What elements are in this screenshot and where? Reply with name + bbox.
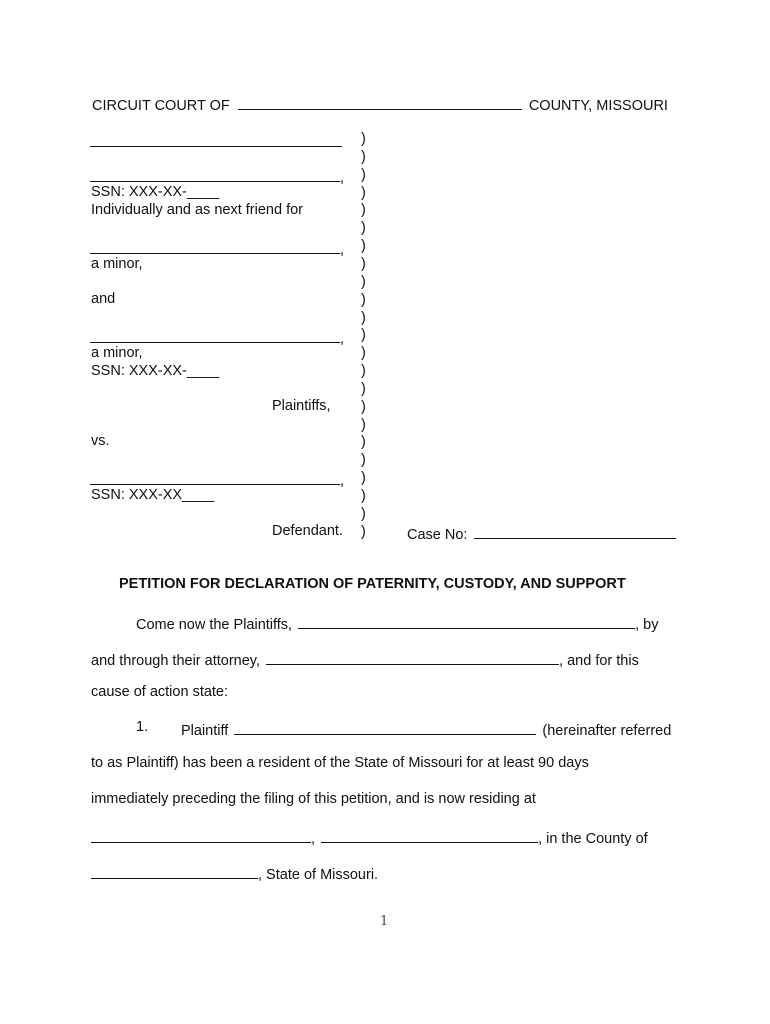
caption-paren: ) — [361, 452, 366, 469]
caption-paren: ) — [361, 166, 366, 183]
caption-paren: ) — [361, 470, 366, 487]
court-suffix: COUNTY, MISSOURI — [528, 98, 668, 114]
text: , in the County of — [538, 831, 648, 847]
minor-label-1: a minor, — [91, 256, 143, 272]
court-prefix: CIRCUIT COURT OF — [92, 98, 230, 114]
comma: , — [340, 170, 345, 186]
text: and through their attorney, — [91, 653, 261, 669]
text: , by — [635, 617, 659, 633]
caption-paren: ) — [361, 505, 366, 522]
comma: , — [340, 331, 345, 347]
defendant-label: Defendant. — [272, 523, 343, 539]
ssn-line-2: SSN: XXX-XX-____ — [91, 363, 220, 379]
defendant-name-line[interactable] — [90, 470, 344, 489]
and-text: and — [91, 291, 116, 307]
county-blank[interactable] — [91, 864, 258, 879]
caption-paren: ) — [361, 131, 366, 147]
caption-paren: ) — [361, 148, 366, 165]
caption-paren: ) — [361, 416, 366, 433]
caption-paren: ) — [361, 523, 366, 540]
text: , and for this — [559, 653, 639, 669]
caption-paren: ) — [361, 327, 366, 344]
comma: , — [340, 473, 345, 489]
plaintiff-name-blank-1[interactable] — [90, 132, 342, 151]
paragraph-number-1: 1. — [136, 719, 149, 735]
caption-paren: ) — [361, 273, 366, 290]
caption-paren: ) — [361, 363, 366, 380]
case-no-blank[interactable] — [474, 524, 676, 539]
attorney-name-blank[interactable] — [266, 650, 559, 665]
text: (hereinafter referred — [542, 723, 672, 739]
page-number: 1 — [380, 914, 389, 929]
caption-paren: ) — [361, 488, 366, 504]
body-line-6: immediately preceding the filing of this petition, and is now residing at — [91, 791, 536, 807]
county-name-blank[interactable] — [238, 95, 522, 110]
caption-paren: ) — [361, 202, 366, 219]
caption-paren: ) — [361, 238, 366, 255]
address-city-blank[interactable] — [321, 828, 538, 843]
caption-paren: ) — [361, 220, 366, 237]
text: Plaintiff — [181, 723, 229, 739]
body-line-7 — [91, 828, 648, 847]
text: , State of Missouri. — [258, 867, 379, 883]
text: Come now the Plaintiffs, — [136, 617, 293, 633]
plaintiff-name-blank[interactable] — [234, 720, 536, 735]
body-line-5: to as Plaintiff) has been a resident of the State of Missouri for at least 90 days — [91, 755, 589, 771]
ssn-line-3: SSN: XXX-XX____ — [91, 487, 215, 503]
next-friend-text: Individually and as next friend for — [91, 202, 303, 218]
ssn-line-1: SSN: XXX-XX-____ — [91, 184, 220, 200]
address-street-blank[interactable] — [91, 828, 311, 843]
plaintiffs-names-blank[interactable] — [298, 614, 635, 629]
caption-paren: ) — [361, 184, 366, 201]
case-no-label: Case No: — [407, 527, 468, 543]
text: , — [311, 831, 316, 847]
caption-paren: ) — [361, 345, 366, 362]
body-line-1 — [136, 614, 659, 633]
document-title: PETITION FOR DECLARATION OF PATERNITY, CUSTODY, AND SUPPORT — [119, 576, 626, 592]
plaintiff-name-line-2[interactable] — [90, 167, 344, 186]
caption-paren: ) — [361, 255, 366, 272]
vs-text: vs. — [91, 433, 110, 449]
caption-paren: ) — [361, 434, 366, 451]
minor-label-2: a minor, — [91, 345, 143, 361]
body-line-4 — [181, 720, 671, 739]
court-header — [92, 95, 668, 114]
body-line-8 — [91, 864, 378, 883]
minor-name-line-2[interactable] — [90, 328, 344, 347]
caption-paren: ) — [361, 309, 366, 326]
caption-paren: ) — [361, 291, 366, 308]
caption-paren: ) — [361, 398, 366, 415]
minor-name-line-1[interactable] — [90, 239, 344, 258]
caption-paren: ) — [361, 380, 366, 397]
body-line-3: cause of action state: — [91, 684, 229, 700]
body-line-2 — [91, 650, 639, 669]
comma: , — [340, 242, 345, 258]
plaintiffs-label: Plaintiffs, — [272, 398, 331, 414]
case-number — [407, 524, 676, 543]
